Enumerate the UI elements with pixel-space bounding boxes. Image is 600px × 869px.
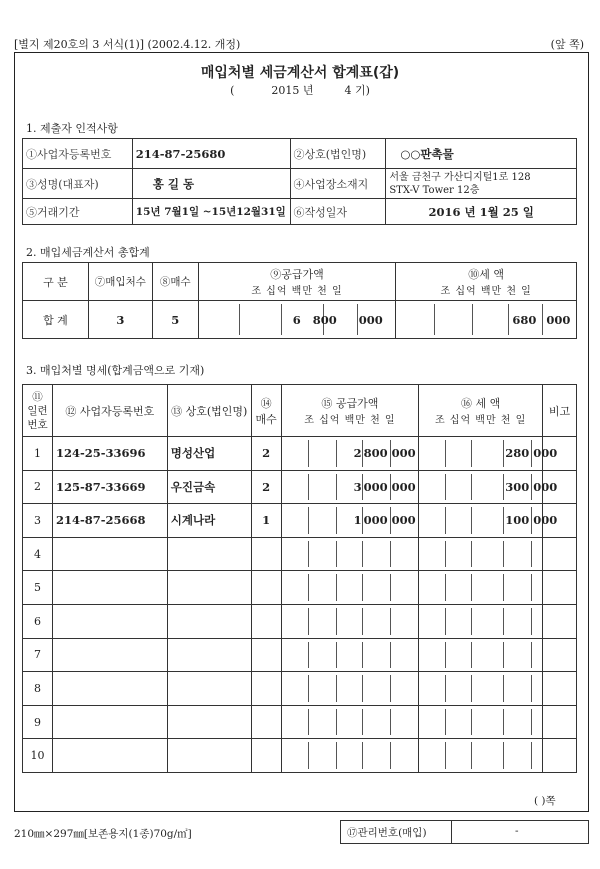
address-label: ④사업장소재지 bbox=[290, 169, 386, 199]
row-no: 1 bbox=[23, 437, 53, 471]
row-sheets bbox=[251, 739, 281, 773]
supply-units: 조 십억 백만 천 일 bbox=[251, 286, 343, 297]
total-tax-cell bbox=[396, 301, 577, 339]
company-value: ○○판촉물 bbox=[386, 139, 577, 169]
period-term: 4 bbox=[344, 84, 352, 97]
total-tax-c: 000 bbox=[546, 312, 571, 327]
row-tax-b: 280 bbox=[505, 446, 530, 461]
period-value: 15년 7월1일 ~15년12월31일 bbox=[132, 199, 290, 225]
page-side: (앞 쪽) bbox=[550, 38, 584, 51]
row-name bbox=[167, 739, 251, 773]
date-label: ⑥작성일자 bbox=[290, 199, 386, 225]
total-supply-a: 6 bbox=[292, 312, 301, 327]
row-no: 10 bbox=[23, 739, 53, 773]
row-tax bbox=[419, 437, 558, 471]
grand-total-table bbox=[22, 262, 577, 339]
row-supply bbox=[281, 504, 419, 538]
row-note bbox=[542, 705, 576, 739]
no-header: ⑪ 일련 번호 bbox=[23, 385, 53, 437]
row-tax-c: 000 bbox=[533, 446, 558, 461]
table-row bbox=[23, 672, 577, 706]
period-year: 2015 bbox=[271, 84, 300, 97]
supply-col-header bbox=[281, 385, 419, 437]
row-no: 7 bbox=[23, 638, 53, 672]
row-tax bbox=[419, 705, 543, 739]
row-no: 4 bbox=[23, 537, 53, 571]
row-note bbox=[542, 604, 576, 638]
row-name bbox=[167, 705, 251, 739]
tax-col-units: 조 십억 백만 천 일 bbox=[434, 415, 527, 426]
row-sheets bbox=[251, 672, 281, 706]
date-value: 2016 년 1월 25 일 bbox=[386, 199, 577, 225]
period-close: 기) bbox=[355, 84, 370, 97]
reg-no-value: 214-87-25680 bbox=[132, 139, 290, 169]
table-row bbox=[23, 638, 577, 672]
row-supply-c: 000 bbox=[391, 513, 416, 528]
sheets-col-header: ⑭ 매수 bbox=[251, 385, 281, 437]
management-number-value: - bbox=[515, 825, 519, 837]
row-no: 6 bbox=[23, 604, 53, 638]
row-sheets bbox=[251, 638, 281, 672]
gubun-header: 구 분 bbox=[23, 263, 89, 301]
row-no: 2 bbox=[23, 470, 53, 504]
row-note bbox=[542, 571, 576, 605]
row-note bbox=[542, 537, 576, 571]
row-sheets bbox=[251, 571, 281, 605]
row-supply bbox=[281, 537, 419, 571]
row-name: 우진금속 bbox=[167, 470, 251, 504]
section1-heading: 1. 제출자 인적사항 bbox=[26, 122, 118, 135]
row-sheets: 1 bbox=[251, 504, 281, 538]
row-reg-no bbox=[52, 705, 167, 739]
paper-spec: 210㎜×297㎜[보존용지(1종)70g/㎡] bbox=[14, 828, 192, 840]
count-header: ⑦매입처수 bbox=[88, 263, 152, 301]
page-number-mark: ( )쪽 bbox=[534, 795, 556, 807]
row-no: 8 bbox=[23, 672, 53, 706]
supply-col-label: ⑮ 공급가액 bbox=[321, 397, 379, 410]
row-sheets bbox=[251, 705, 281, 739]
table-row bbox=[23, 437, 577, 471]
total-supply-c: 000 bbox=[358, 312, 383, 327]
row-note bbox=[542, 638, 576, 672]
row-reg-no: 125-87-33669 bbox=[52, 470, 167, 504]
address-line2: STX-V Tower 12층 bbox=[389, 184, 480, 196]
table-row bbox=[23, 470, 577, 504]
tax-header-label: ⑩세 액 bbox=[468, 268, 505, 281]
period-year-unit: 년 bbox=[302, 84, 314, 97]
submitter-table bbox=[22, 138, 577, 225]
row-tax bbox=[419, 571, 543, 605]
row-reg-no: 214-87-25668 bbox=[52, 504, 167, 538]
row-reg-no bbox=[52, 571, 167, 605]
period-open: ( bbox=[230, 84, 235, 97]
row-reg-no bbox=[52, 638, 167, 672]
row-name: 시계나라 bbox=[167, 504, 251, 538]
period-label: ⑤거래기간 bbox=[23, 199, 133, 225]
row-tax bbox=[419, 672, 543, 706]
row-sheets: 2 bbox=[251, 470, 281, 504]
row-tax bbox=[419, 638, 543, 672]
row-supply bbox=[281, 437, 419, 471]
row-sheets bbox=[251, 604, 281, 638]
row-supply bbox=[281, 470, 419, 504]
sheets-header: ⑧매수 bbox=[152, 263, 198, 301]
row-name bbox=[167, 571, 251, 605]
name-header: ⑬ 상호(법인명) bbox=[167, 385, 251, 437]
row-reg-no bbox=[52, 537, 167, 571]
management-number-label: ⑰관리번호(매입) bbox=[347, 827, 427, 839]
per-supplier-table bbox=[22, 384, 577, 773]
company-label: ②상호(법인명) bbox=[290, 139, 386, 169]
row-name bbox=[167, 604, 251, 638]
tax-units: 조 십억 백만 천 일 bbox=[440, 286, 532, 297]
row-tax bbox=[419, 604, 543, 638]
rep-label: ③성명(대표자) bbox=[23, 169, 133, 199]
row-name bbox=[167, 638, 251, 672]
section3-heading: 3. 매입처별 명세(합계금액으로 기재) bbox=[26, 364, 205, 377]
supply-header-label: ⑨공급가액 bbox=[270, 268, 324, 281]
row-supply-a: 1 bbox=[353, 513, 362, 528]
table-row bbox=[23, 705, 577, 739]
supply-col-units: 조 십억 백만 천 일 bbox=[304, 415, 396, 426]
row-supply-a: 2 bbox=[353, 446, 362, 461]
row-no: 9 bbox=[23, 705, 53, 739]
tax-header bbox=[396, 263, 577, 301]
row-name bbox=[167, 537, 251, 571]
reg-header: ⑫ 사업자등록번호 bbox=[52, 385, 167, 437]
address-value bbox=[386, 169, 577, 199]
total-row-label: 합 계 bbox=[23, 301, 89, 339]
row-supply-a: 3 bbox=[353, 479, 362, 494]
row-supply-c: 000 bbox=[391, 446, 416, 461]
form-period bbox=[0, 82, 600, 98]
row-tax-c: 000 bbox=[533, 513, 558, 528]
row-tax-b: 300 bbox=[505, 479, 530, 494]
table-row bbox=[23, 571, 577, 605]
row-tax bbox=[419, 739, 543, 773]
table-row bbox=[23, 504, 577, 538]
total-sheets: 5 bbox=[152, 301, 198, 339]
row-supply bbox=[281, 638, 419, 672]
total-supply-b: 800 bbox=[312, 312, 337, 327]
rep-value: 홍 길 동 bbox=[132, 169, 290, 199]
total-tax-b: 680 bbox=[512, 312, 537, 327]
row-reg-no: 124-25-33696 bbox=[52, 437, 167, 471]
tax-col-header bbox=[419, 385, 543, 437]
address-line1: 서울 금천구 가산디지털1로 128 bbox=[389, 171, 531, 183]
note-header: 비고 bbox=[542, 385, 576, 437]
row-tax bbox=[419, 470, 558, 504]
table-row bbox=[23, 739, 577, 773]
row-supply-c: 000 bbox=[391, 479, 416, 494]
row-supply-b: 000 bbox=[363, 513, 388, 528]
table-row bbox=[23, 604, 577, 638]
row-sheets bbox=[251, 537, 281, 571]
total-count: 3 bbox=[88, 301, 152, 339]
supply-header bbox=[198, 263, 396, 301]
form-title: 매입처별 세금계산서 합계표(갑) bbox=[200, 65, 400, 81]
row-no: 5 bbox=[23, 571, 53, 605]
row-supply-b: 800 bbox=[363, 446, 388, 461]
row-no: 3 bbox=[23, 504, 53, 538]
table-row bbox=[23, 537, 577, 571]
row-supply bbox=[281, 739, 419, 773]
row-supply bbox=[281, 571, 419, 605]
row-tax-c: 000 bbox=[533, 479, 558, 494]
row-tax bbox=[419, 537, 543, 571]
row-reg-no bbox=[52, 739, 167, 773]
total-supply-cell bbox=[198, 301, 396, 339]
row-sheets: 2 bbox=[251, 437, 281, 471]
row-supply bbox=[281, 705, 419, 739]
row-supply bbox=[281, 672, 419, 706]
management-number-box bbox=[340, 820, 589, 844]
tax-col-label: ⑯ 세 액 bbox=[461, 397, 501, 410]
row-supply-b: 000 bbox=[363, 479, 388, 494]
row-note bbox=[542, 672, 576, 706]
row-supply bbox=[281, 604, 419, 638]
row-tax bbox=[419, 504, 558, 538]
row-reg-no bbox=[52, 604, 167, 638]
row-tax-b: 100 bbox=[505, 513, 530, 528]
form-reference: [별지 제20호의 3 서식(1)] (2002.4.12. 개정) bbox=[14, 38, 241, 51]
row-name bbox=[167, 672, 251, 706]
row-reg-no bbox=[52, 672, 167, 706]
row-name: 명성산업 bbox=[167, 437, 251, 471]
section2-heading: 2. 매입세금계산서 총합계 bbox=[26, 246, 150, 259]
row-note bbox=[542, 739, 576, 773]
reg-no-label: ①사업자등록번호 bbox=[23, 139, 133, 169]
